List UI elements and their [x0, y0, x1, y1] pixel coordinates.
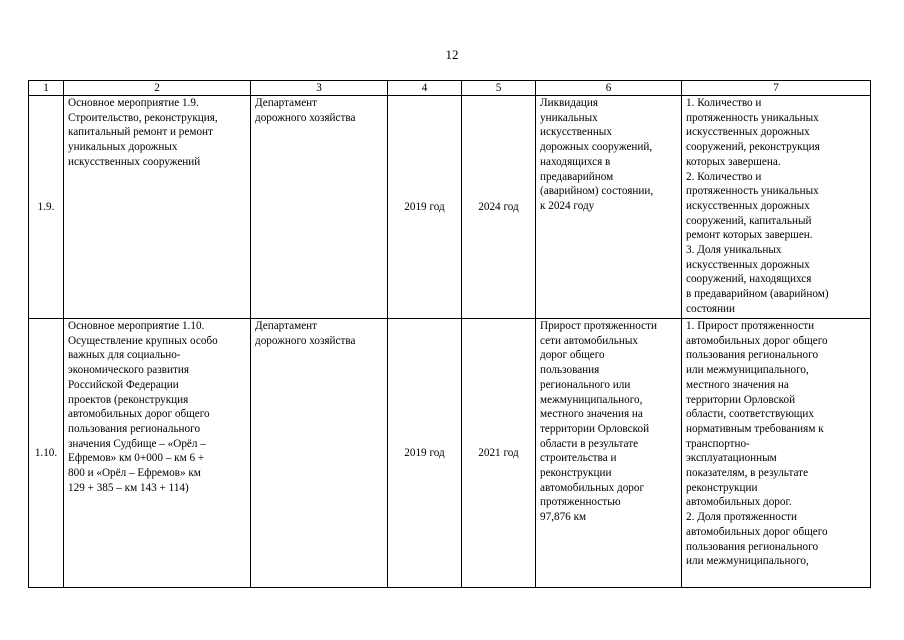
column-header: 2 [64, 81, 251, 96]
indicators-cell: 1. Прирост протяженности автомобильных дорог общего пользования регионального или межмуниципального, местного значения на территории Орловской области, соответствующих нормативным требованиям к транспортно- эксплуатационным показателям, в результате реконструкции автомобильных дорог. 2. Доля протяженности автомобильных дорог общего пользования регионального или межмуниципального, [682, 319, 871, 588]
result-cell: Прирост протяженности сети автомобильных дорог общего пользования регионального или межмуниципального, местного значения на территории Орловской области в результате строительства и реконструкции автомобильных дорог протяженностью 97,876 км [536, 319, 682, 588]
end-year-cell: 2024 год [462, 96, 536, 319]
measures-table [28, 80, 871, 588]
column-header: 3 [251, 81, 388, 96]
table-header-row [29, 81, 871, 96]
column-header: 4 [388, 81, 462, 96]
start-year-cell: 2019 год [388, 96, 462, 319]
table-row [29, 96, 871, 319]
indicators-cell: 1. Количество и протяженность уникальных искусственных дорожных сооружений, реконструкция которых завершена. 2. Количество и протяженность уникальных искусственных дорожных сооружений, капитальный ремонт которых завершен. 3. Доля уникальных искусственных дорожных сооружений, находящихся в предаварийном (аварийном) состоянии [682, 96, 871, 319]
column-header: 7 [682, 81, 871, 96]
column-header: 6 [536, 81, 682, 96]
table-row [29, 319, 871, 588]
column-header: 1 [29, 81, 64, 96]
page-number: 12 [445, 47, 459, 62]
activity-cell: Основное мероприятие 1.9. Строительство, реконструкция, капитальный ремонт и ремонт уникальных дорожных искусственных сооружений [64, 96, 251, 319]
executor-cell: Департамент дорожного хозяйства [251, 319, 388, 588]
activity-cell: Основное мероприятие 1.10. Осуществление крупных особо важных для социально- экономического развития Российской Федерации проектов (реконструкция автомобильных дорог общего пользования регионального значения Судбище – «Орёл – Ефремов» км 0+000 – км 6 + 800 и «Орёл – Ефремов» км 129 + 385 – км 143 + 114) [64, 319, 251, 588]
executor-cell: Департамент дорожного хозяйства [251, 96, 388, 319]
column-header: 5 [462, 81, 536, 96]
end-year-cell: 2021 год [462, 319, 536, 588]
row-number: 1.9. [29, 96, 64, 319]
row-number: 1.10. [29, 319, 64, 588]
start-year-cell: 2019 год [388, 319, 462, 588]
result-cell: Ликвидация уникальных искусственных дорожных сооружений, находящихся в предаварийном (аварийном) состоянии, к 2024 году [536, 96, 682, 319]
